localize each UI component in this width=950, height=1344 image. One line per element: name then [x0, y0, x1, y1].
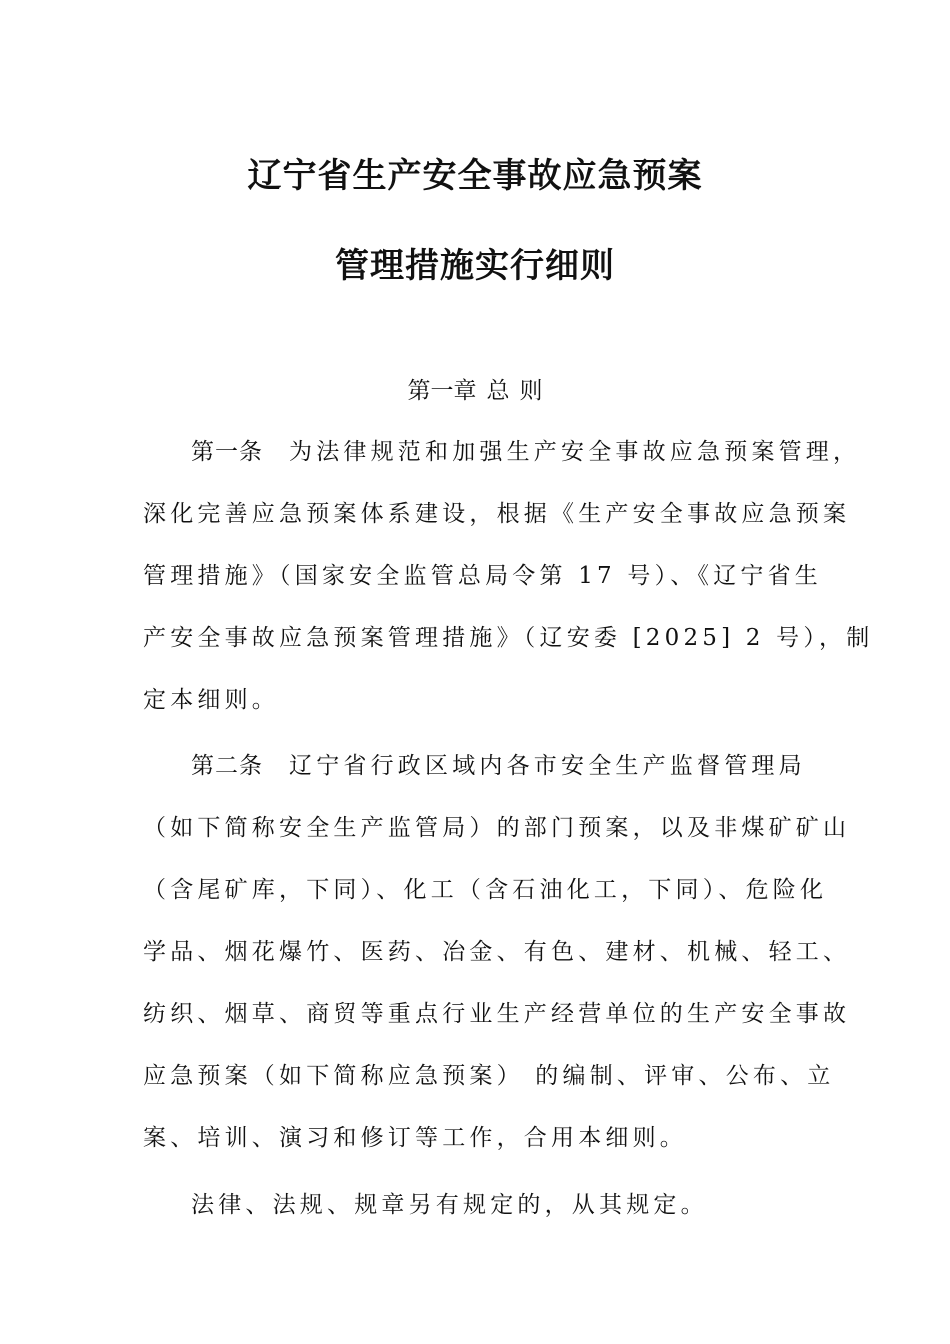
article-1-line-5: 定本细则。	[143, 687, 279, 713]
article-2-line-6: 应急预案（如下简称应急预案） 的编制、评审、公布、立	[143, 1063, 835, 1089]
article-2-text-1: 辽宁省行政区域内各市安全生产监督管理局	[289, 753, 806, 779]
chapter-name-part-1: 总	[486, 378, 510, 404]
document-title-line-1: 辽宁省生产安全事故应急预案	[247, 156, 703, 196]
article-1	[143, 421, 874, 731]
document-title-line-2: 管理措施实行细则	[335, 246, 615, 286]
article-1-line-2: 深化完善应急预案体系建设，根据《生产安全事故应急预案	[143, 501, 851, 527]
article-1-label: 第一条	[191, 439, 263, 465]
paragraph-3	[143, 1174, 813, 1236]
chapter-heading	[0, 372, 950, 405]
article-2-line-3: （含尾矿库，下同）、化工（含石油化工，下同）、危险化	[143, 877, 828, 903]
article-2	[143, 735, 851, 1169]
article-2-line-5: 纺织、烟草、商贸等重点行业生产经营单位的生产安全事故	[143, 1001, 851, 1027]
article-2-line-1	[143, 735, 813, 797]
paragraph-3-text: 法律、法规、规章另有规定的，从其规定。	[191, 1192, 708, 1218]
article-2-label: 第二条	[191, 753, 263, 779]
article-2-line-7: 案、培训、演习和修订等工作，合用本细则。	[143, 1125, 687, 1151]
article-1-line-4: 产安全事故应急预案管理措施》（辽安委 [2025] 2 号），制	[143, 625, 874, 651]
chapter-name-part-2: 则	[519, 378, 543, 404]
chapter-number: 第一章	[407, 378, 477, 404]
article-1-text-1: 为法律规范和加强生产安全事故应急预案管理，	[289, 439, 861, 465]
article-1-line-1	[143, 421, 861, 483]
article-2-line-4: 学品、烟花爆竹、医药、冶金、有色、建材、机械、轻工、	[143, 939, 851, 965]
article-2-line-2: （如下简称安全生产监管局）的部门预案，以及非煤矿矿山	[143, 815, 851, 841]
article-1-line-3: 管理措施》（国家安全监管总局令第 17 号）、《辽宁省生	[143, 563, 822, 589]
